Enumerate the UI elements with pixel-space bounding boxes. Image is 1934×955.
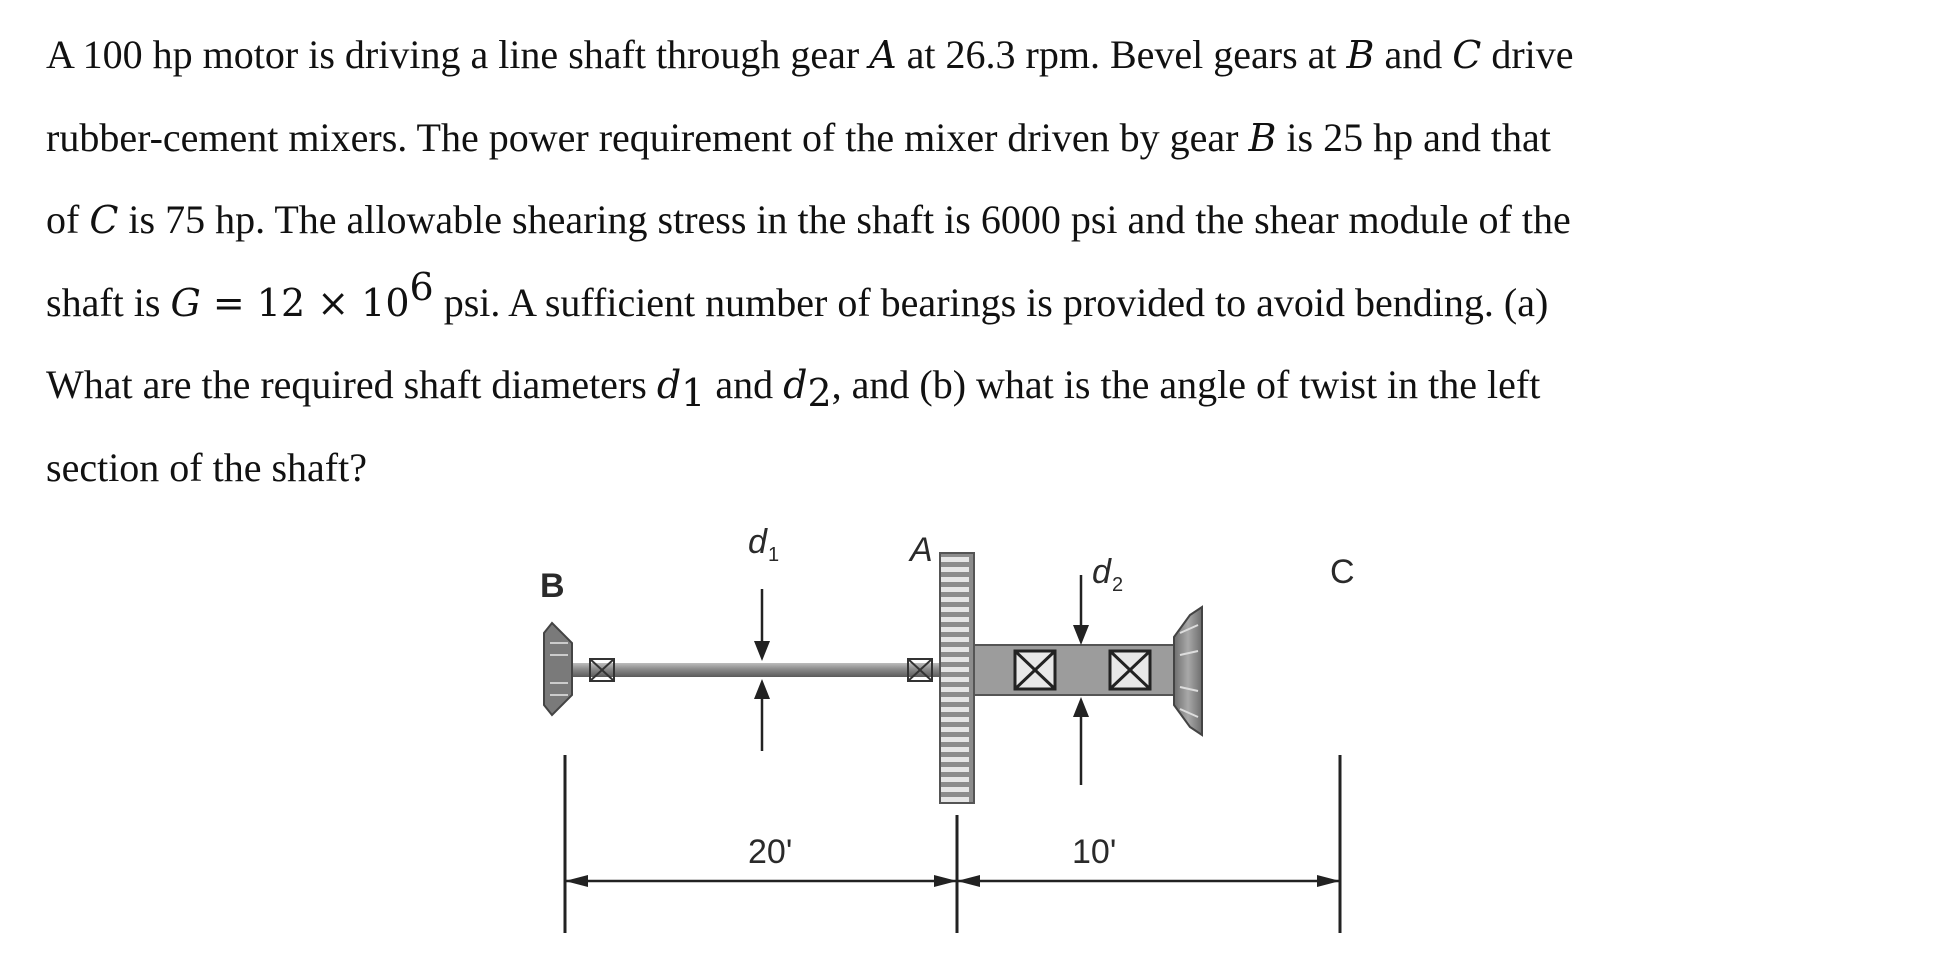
symbol-shear-modulus: G bbox=[170, 280, 201, 325]
text-run: rubber-cement mixers. The power requirement of the mixer driven by gear bbox=[46, 114, 1249, 160]
symbol-d1: d bbox=[656, 363, 682, 407]
label-a: A bbox=[910, 531, 933, 569]
problem-line-1 bbox=[46, 14, 1896, 97]
symbol-gear-b: B bbox=[1346, 33, 1375, 77]
text-run: is 25 hp and that bbox=[1276, 114, 1551, 160]
text-run: What are the required shaft diameters bbox=[46, 362, 657, 407]
text-run: of bbox=[46, 197, 90, 242]
right-bearing-2 bbox=[1110, 651, 1150, 689]
dimension-left-label: 20' bbox=[748, 833, 793, 871]
label-d1: d bbox=[748, 523, 767, 561]
symbol-d2-subscript: 2 bbox=[807, 371, 832, 415]
problem-line-3 bbox=[46, 179, 1896, 262]
text-run: psi. A sufficient number of bearings is provided to avoid bending. (a) bbox=[433, 279, 1549, 325]
label-b: B bbox=[540, 567, 565, 605]
label-c: C bbox=[1330, 553, 1355, 591]
bevel-gear-b bbox=[544, 623, 572, 715]
label-d2: d bbox=[1092, 553, 1111, 591]
text-run: shaft is bbox=[46, 279, 171, 325]
text-run: and bbox=[1374, 32, 1453, 77]
dimension-right-label: 10' bbox=[1072, 833, 1117, 871]
text-run: at 26.3 rpm. Bevel gears at bbox=[896, 32, 1347, 77]
label-d2-subscript: 2 bbox=[1112, 574, 1124, 596]
spur-gear-a bbox=[940, 553, 974, 803]
problem-line-5 bbox=[46, 344, 1896, 427]
problem-line-2 bbox=[46, 97, 1896, 180]
text-run: A 100 hp motor is driving a line shaft through gear bbox=[46, 32, 870, 77]
equation-value: = 12 × 10 bbox=[200, 280, 410, 325]
text-run: , and (b) what is the angle of twist in the left bbox=[831, 362, 1541, 407]
text-run: section of the shaft? bbox=[46, 444, 367, 490]
bevel-gear-c bbox=[1174, 607, 1202, 735]
symbol-gear-c: C bbox=[1452, 33, 1482, 77]
symbol-gear-a: A bbox=[869, 33, 897, 77]
shaft-diagram-svg bbox=[530, 515, 1390, 955]
problem-line-6 bbox=[46, 427, 1896, 510]
text-run: is 75 hp. The allowable shearing stress in the shaft is 6000 psi and the shear module of the bbox=[118, 197, 1571, 242]
equation-exponent: 6 bbox=[409, 264, 434, 309]
left-shaft bbox=[565, 663, 940, 677]
symbol-d2: d bbox=[783, 363, 808, 407]
text-run: drive bbox=[1481, 32, 1574, 77]
text-run: and bbox=[705, 362, 784, 407]
shaft-diagram bbox=[530, 515, 1390, 955]
symbol-gear-b: B bbox=[1248, 115, 1277, 160]
right-bearing-1 bbox=[1015, 651, 1055, 689]
symbol-d1-subscript: 1 bbox=[681, 371, 706, 415]
label-d1-subscript: 1 bbox=[768, 544, 780, 566]
problem-statement bbox=[46, 14, 1896, 509]
symbol-gear-c: C bbox=[89, 198, 119, 242]
problem-line-4 bbox=[46, 262, 1896, 345]
